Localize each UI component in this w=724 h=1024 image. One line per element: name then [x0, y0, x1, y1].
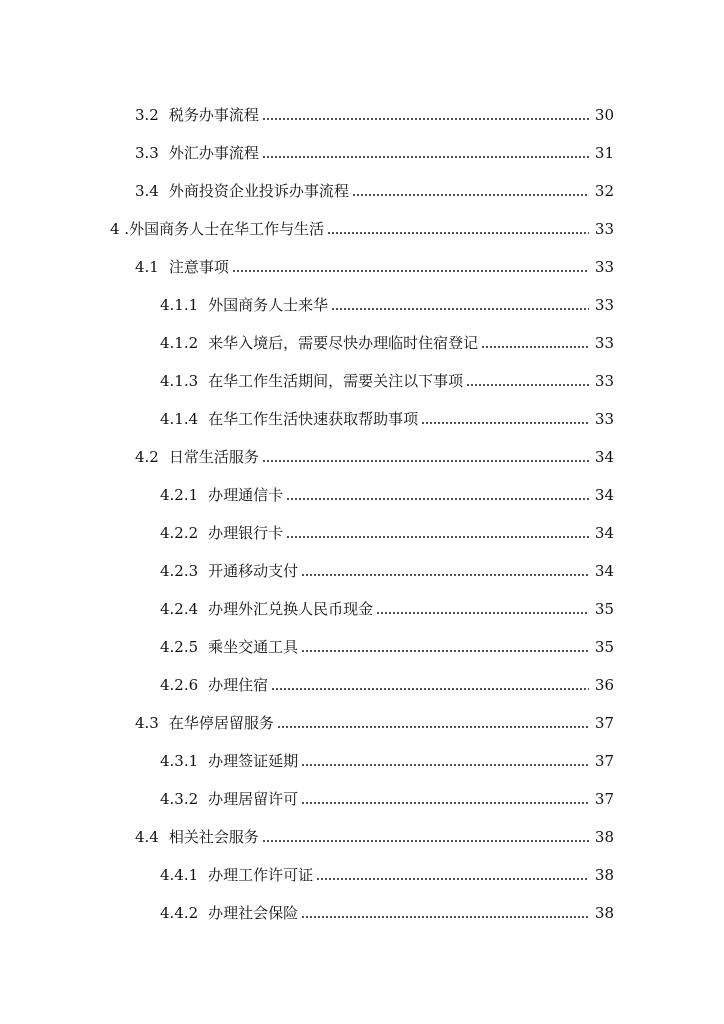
toc-entry-title: 注意事项	[168, 258, 229, 276]
toc-entry-number: 4.1.4	[160, 410, 199, 428]
dot-leader	[271, 688, 589, 690]
toc-entry-number: 4.3.2	[160, 790, 199, 808]
dot-leader	[301, 574, 589, 576]
toc-entry-title: 日常生活服务	[168, 448, 259, 466]
toc-entry-title: 外商投资企业投诉办事流程	[168, 182, 349, 200]
toc-entry-title: 外汇办事流程	[168, 144, 259, 162]
toc-entry-number: 4.3	[135, 714, 159, 732]
dot-leader	[301, 764, 589, 766]
dot-leader	[376, 612, 589, 614]
toc-entry-number: 4.2.4	[160, 600, 199, 618]
toc-entry-title: 在华工作生活快速获取帮助事项	[208, 410, 419, 428]
dot-leader	[331, 308, 589, 310]
toc-entry-title: 乘坐交通工具	[208, 638, 299, 656]
toc-entry-page: 34	[594, 524, 614, 542]
dot-leader	[421, 422, 589, 424]
toc-entry-page: 37	[594, 790, 614, 808]
toc-entry-page: 33	[594, 410, 614, 428]
toc-entry-title: 相关社会服务	[168, 828, 259, 846]
dot-leader	[301, 916, 589, 918]
toc-entry-title: 来华入境后，需要尽快办理临时住宿登记	[208, 334, 479, 352]
table-of-contents	[0, 96, 724, 932]
toc-entry-4-1-1[interactable]	[0, 286, 724, 324]
toc-entry-number: 4.2.3	[160, 562, 199, 580]
toc-entry-page: 38	[594, 866, 614, 884]
toc-entry-title: 在华工作生活期间，需要关注以下事项	[208, 372, 464, 390]
toc-entry-number: 4.1	[135, 258, 159, 276]
toc-entry-title: 办理银行卡	[208, 524, 284, 542]
toc-entry-page: 38	[594, 828, 614, 846]
dot-leader	[262, 460, 589, 462]
toc-entry-number: 4.1.3	[160, 372, 199, 390]
toc-entry-page: 37	[594, 714, 614, 732]
toc-entry-4-3-2[interactable]	[0, 780, 724, 818]
toc-entry-title: 开通移动支付	[208, 562, 299, 580]
toc-entry-number: 4.2.2	[160, 524, 199, 542]
toc-entry-3-4[interactable]	[0, 172, 724, 210]
toc-entry-page: 33	[594, 372, 614, 390]
toc-entry-number: 4 .	[110, 220, 130, 238]
toc-entry-4-3[interactable]	[0, 704, 724, 742]
dot-leader	[277, 726, 589, 728]
toc-entry-4-1-3[interactable]	[0, 362, 724, 400]
toc-entry-number: 4.2.5	[160, 638, 199, 656]
toc-entry-page: 35	[594, 600, 614, 618]
toc-entry-number: 4.1.1	[160, 296, 199, 314]
toc-entry-4-1[interactable]	[0, 248, 724, 286]
toc-entry-page: 35	[594, 638, 614, 656]
toc-entry-number: 4.4.2	[160, 904, 199, 922]
toc-entry-4-2-6[interactable]	[0, 666, 724, 704]
toc-entry-title: 办理通信卡	[208, 486, 284, 504]
toc-entry-page: 31	[594, 144, 614, 162]
toc-entry-page: 36	[594, 676, 614, 694]
toc-entry-title: 外国商务人士来华	[208, 296, 329, 314]
toc-entry-number: 4.4	[135, 828, 159, 846]
dot-leader	[301, 650, 589, 652]
toc-entry-4-1-4[interactable]	[0, 400, 724, 438]
toc-entry-page: 33	[594, 334, 614, 352]
toc-entry-page: 33	[594, 258, 614, 276]
toc-entry-number: 4.1.2	[160, 334, 199, 352]
dot-leader	[481, 346, 589, 348]
toc-entry-3-2[interactable]	[0, 96, 724, 134]
toc-entry-4-2-3[interactable]	[0, 552, 724, 590]
toc-entry-title: 办理社会保险	[208, 904, 299, 922]
dot-leader	[316, 878, 589, 880]
toc-entry-number: 4.2	[135, 448, 159, 466]
dot-leader	[327, 232, 589, 234]
dot-leader	[352, 194, 589, 196]
toc-entry-page: 32	[594, 182, 614, 200]
toc-entry-number: 3.4	[135, 182, 159, 200]
toc-entry-title: 办理签证延期	[208, 752, 299, 770]
dot-leader	[286, 536, 589, 538]
dot-leader	[262, 156, 589, 158]
toc-entry-4-2[interactable]	[0, 438, 724, 476]
dot-leader	[301, 802, 589, 804]
toc-entry-page: 33	[594, 220, 614, 238]
toc-entry-4-2-2[interactable]	[0, 514, 724, 552]
toc-entry-number: 4.3.1	[160, 752, 199, 770]
toc-entry-page: 34	[594, 448, 614, 466]
toc-entry-number: 3.3	[135, 144, 159, 162]
toc-entry-4-1-2[interactable]	[0, 324, 724, 362]
toc-entry-page: 34	[594, 486, 614, 504]
toc-entry-4-2-1[interactable]	[0, 476, 724, 514]
toc-entry-title: 办理居留许可	[208, 790, 299, 808]
toc-entry-4-3-1[interactable]	[0, 742, 724, 780]
dot-leader	[466, 384, 589, 386]
dot-leader	[262, 840, 589, 842]
toc-entry-number: 4.4.1	[160, 866, 199, 884]
toc-entry-number: 4.2.6	[160, 676, 199, 694]
dot-leader	[286, 498, 589, 500]
toc-entry-title: 外国商务人士在华工作与生活	[129, 220, 325, 238]
toc-entry-4[interactable]	[0, 210, 724, 248]
toc-entry-4-2-4[interactable]	[0, 590, 724, 628]
toc-entry-page: 37	[594, 752, 614, 770]
toc-entry-4-2-5[interactable]	[0, 628, 724, 666]
toc-entry-4-4-1[interactable]	[0, 856, 724, 894]
toc-entry-title: 办理外汇兑换人民币现金	[208, 600, 374, 618]
toc-entry-page: 33	[594, 296, 614, 314]
dot-leader	[232, 270, 589, 272]
toc-entry-page: 34	[594, 562, 614, 580]
toc-entry-4-4-2[interactable]	[0, 894, 724, 932]
toc-entry-page: 30	[594, 106, 614, 124]
toc-entry-page: 38	[594, 904, 614, 922]
toc-entry-4-4[interactable]	[0, 818, 724, 856]
dot-leader	[262, 118, 589, 120]
toc-entry-number: 4.2.1	[160, 486, 199, 504]
toc-entry-title: 办理住宿	[208, 676, 269, 694]
toc-entry-number: 3.2	[135, 106, 159, 124]
toc-entry-title: 在华停居留服务	[168, 714, 274, 732]
toc-entry-3-3[interactable]	[0, 134, 724, 172]
toc-entry-title: 办理工作许可证	[208, 866, 314, 884]
toc-entry-title: 税务办事流程	[168, 106, 259, 124]
